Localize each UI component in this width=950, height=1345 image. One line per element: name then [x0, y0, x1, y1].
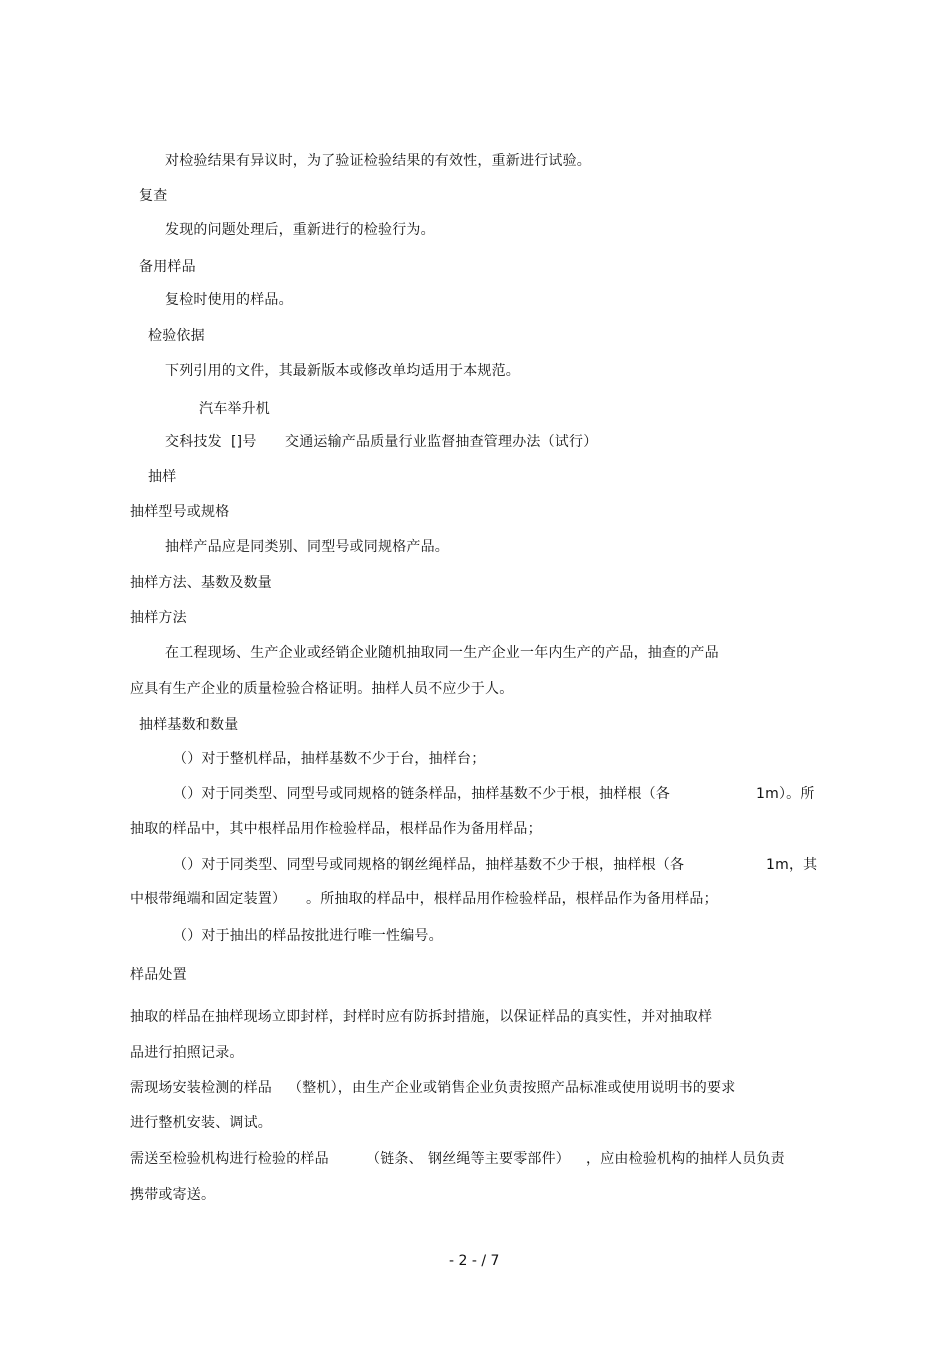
send-sample-parts: 钢丝绳等主要零部件） — [428, 1151, 570, 1167]
page-number: - 2 - / 7 — [449, 1253, 500, 1269]
item-wire-rope-length: 1m，其 — [766, 857, 818, 873]
para-referenced-documents: 下列引用的文件，其最新版本或修改单均适用于本规范。 — [165, 363, 520, 379]
para-sampling-method-line2: 应具有生产企业的质量检验合格证明。抽样人员不应少于人。 — [130, 681, 514, 697]
heading-sampling: 抽样 — [148, 469, 177, 485]
ref-code: 交科技发 — [165, 434, 222, 450]
onsite-sample-label: 需现场安装检测的样品 — [130, 1080, 272, 1096]
item-complete-machine: （）对于整机样品，抽样基数不少于台，抽样台； — [173, 751, 486, 767]
term-backup-sample: 备用样品 — [139, 259, 196, 275]
para-review-definition: 发现的问题处理后，重新进行的检验行为。 — [165, 222, 435, 238]
para-onsite-install-line2: 进行整机安装、调试。 — [130, 1115, 272, 1131]
para-sample-model: 抽样产品应是同类别、同型号或同规格产品。 — [165, 539, 449, 555]
item-wire-rope-line2 — [130, 890, 750, 908]
term-review: 复查 — [139, 188, 168, 204]
para-sealing-line1: 抽取的样品在抽样现场立即封样，封样时应有防拆封措施，以保证样品的真实性，并对抽取样 — [130, 1009, 713, 1025]
para-send-to-lab-line2: 携带或寄送。 — [130, 1187, 216, 1203]
item-chain-line2: 抽取的样品中，其中根样品用作检验样品，根样品作为备用样品； — [130, 821, 542, 837]
send-sample-label: 需送至检验机构进行检验的样品 — [130, 1151, 329, 1167]
para-reinspection-definition: 对检验结果有异议时，为了验证检验结果的有效性，重新进行试验。 — [165, 153, 591, 169]
ref-title: 交通运输产品质量行业监督抽查管理办法（试行） — [285, 434, 598, 450]
item-wire-rope-line1 — [173, 856, 819, 874]
send-sample-chain: （链条、 — [366, 1151, 423, 1167]
item-chain-length: 1m）。所 — [756, 786, 815, 802]
ref-number: []号 — [231, 434, 257, 450]
item-chain-line1 — [173, 785, 819, 803]
item-wire-rope-fixing: 中根带绳端和固定装置） — [130, 891, 287, 907]
item-wire-rope-usage: 。所抽取的样品中，根样品用作检验样品，根样品作为备用样品； — [306, 891, 718, 907]
para-send-to-lab-line1 — [130, 1150, 810, 1168]
ref-transport-regulation — [165, 433, 625, 451]
heading-sampling-base-quantity: 抽样基数和数量 — [139, 717, 239, 733]
heading-sample-disposal: 样品处置 — [130, 967, 187, 983]
heading-sampling-method: 抽样方法 — [130, 610, 187, 626]
para-sampling-method-line1: 在工程现场、生产企业或经销企业随机抽取同一生产企业一年内生产的产品，抽查的产品 — [165, 645, 719, 661]
item-chain-text: （）对于同类型、同型号或同规格的链条样品，抽样基数不少于根，抽样根（各 — [173, 786, 670, 802]
para-sealing-line2: 品进行拍照记录。 — [130, 1045, 244, 1061]
item-unique-numbering: （）对于抽出的样品按批进行唯一性编号。 — [173, 928, 443, 944]
heading-sample-model: 抽样型号或规格 — [130, 504, 230, 520]
ref-car-lift: 汽车举升机 — [199, 401, 270, 417]
heading-inspection-basis: 检验依据 — [148, 328, 205, 344]
send-sample-responsible: ，应由检验机构的抽样人员负责 — [586, 1151, 785, 1167]
onsite-sample-detail: （整机），由生产企业或销售企业负责按照产品标准或使用说明书的要求 — [288, 1080, 736, 1096]
heading-sampling-method-base-quantity: 抽样方法、基数及数量 — [130, 575, 272, 591]
para-backup-sample-definition: 复检时使用的样品。 — [165, 292, 293, 308]
para-onsite-install-line1 — [130, 1079, 780, 1097]
item-wire-rope-text: （）对于同类型、同型号或同规格的钢丝绳样品，抽样基数不少于根，抽样根（各 — [173, 857, 685, 873]
